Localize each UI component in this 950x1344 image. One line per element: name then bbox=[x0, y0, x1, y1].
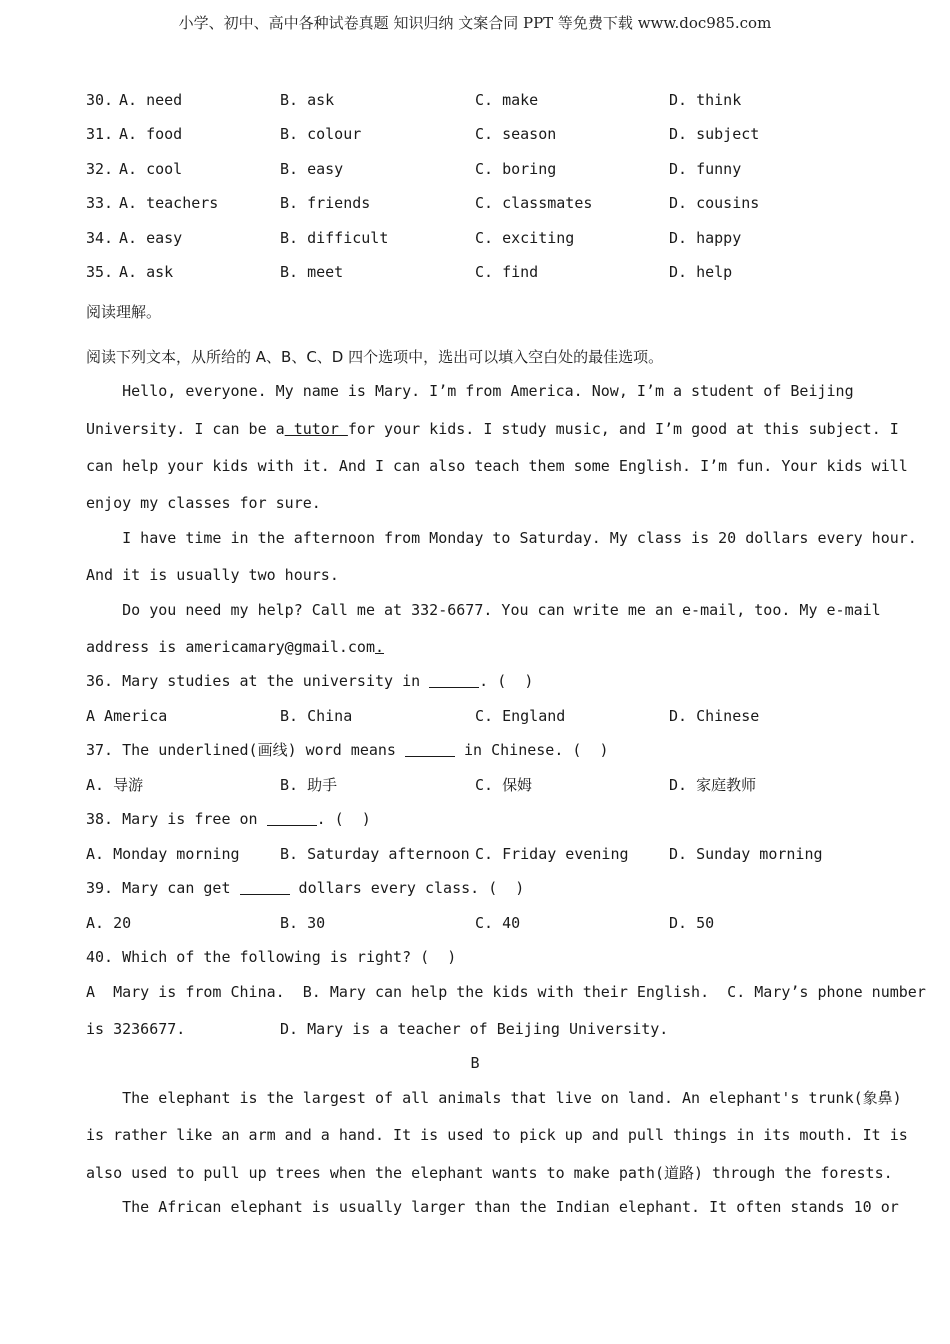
option-d: D. 50 bbox=[669, 914, 715, 932]
answer-blank bbox=[405, 742, 455, 757]
passage-text: for your kids. I study music, and I’m good at this subject. I bbox=[347, 420, 899, 438]
option-d: D. help bbox=[669, 263, 733, 281]
question-stem bbox=[86, 740, 609, 760]
option-a: A. teachers bbox=[119, 194, 219, 212]
option-b: B. friends bbox=[280, 194, 371, 212]
stem-text: in Chinese. ( ) bbox=[455, 741, 609, 759]
option-a: A. food bbox=[119, 125, 183, 143]
option-d: D. think bbox=[669, 91, 742, 109]
option-d: D. 家庭教师 bbox=[669, 776, 757, 794]
stem-text: . ( ) bbox=[316, 810, 371, 828]
passage-line bbox=[86, 637, 384, 657]
underlined-word: tutor bbox=[284, 420, 348, 438]
instruction: 阅读下列文本，从所给的 A、B、C、D 四个选项中，选出可以填入空白处的最佳选项。 bbox=[86, 348, 664, 366]
question-stem bbox=[86, 878, 524, 898]
section-title: 阅读理解。 bbox=[86, 303, 162, 321]
option-num: 33. bbox=[86, 194, 114, 212]
passage-line: And it is usually two hours. bbox=[86, 566, 339, 584]
passage-line: is rather like an arm and a hand. It is used to pick up and pull things in its mouth. It is bbox=[86, 1126, 908, 1144]
option-num: 32. bbox=[86, 160, 114, 178]
option-c: C. exciting bbox=[475, 229, 575, 247]
passage-line: also used to pull up trees when the elephant wants to make path(道路) through the forests. bbox=[86, 1164, 893, 1182]
option-c: C. 保姆 bbox=[475, 776, 533, 794]
option-c: C. boring bbox=[475, 160, 557, 178]
option-a: A. easy bbox=[119, 229, 183, 247]
answer-blank bbox=[429, 673, 479, 688]
option-a: A. 导游 bbox=[86, 776, 144, 794]
option-num: 35. bbox=[86, 263, 114, 281]
option-c: C. Friday evening bbox=[475, 845, 629, 863]
option-b: B. easy bbox=[280, 160, 344, 178]
option-a: A. 20 bbox=[86, 914, 132, 932]
stem-text: . ( ) bbox=[479, 672, 534, 690]
option-a: A. ask bbox=[119, 263, 174, 281]
option-num: 34. bbox=[86, 229, 114, 247]
answer-blank bbox=[240, 880, 290, 895]
passage-text: . bbox=[374, 638, 385, 656]
option-b: B. colour bbox=[280, 125, 362, 143]
option-c: C. find bbox=[475, 263, 539, 281]
question-stem: 40. Which of the following is right? ( ) bbox=[86, 948, 457, 966]
question-options: A Mary is from China. B. Mary can help the kids with their English. C. Mary’s phone number bbox=[86, 983, 926, 1001]
option-b: B. 30 bbox=[280, 914, 326, 932]
option-b: B. 助手 bbox=[280, 776, 338, 794]
option-d: D. cousins bbox=[669, 194, 760, 212]
page-header: 小学、初中、高中各种试卷真题 知识归纳 文案合同 PPT 等免费下载 www.doc985.com bbox=[178, 14, 772, 32]
question-stem bbox=[86, 809, 371, 829]
passage-line: enjoy my classes for sure. bbox=[86, 494, 321, 512]
passage-line bbox=[86, 419, 899, 439]
option-a: A. need bbox=[119, 91, 183, 109]
stem-text: dollars every class. ( ) bbox=[289, 879, 525, 897]
option-c: C. season bbox=[475, 125, 557, 143]
passage-line: Hello, everyone. My name is Mary. I’m from America. Now, I’m a student of Beijing bbox=[86, 382, 854, 400]
stem-text: 39. Mary can get bbox=[86, 879, 240, 897]
option-c: C. 40 bbox=[475, 914, 521, 932]
passage-line: I have time in the afternoon from Monday to Saturday. My class is 20 dollars every hour. bbox=[86, 529, 917, 547]
option-b: B. meet bbox=[280, 263, 344, 281]
email-address: address is americamary@gmail.com bbox=[86, 638, 375, 656]
option-c: C. classmates bbox=[475, 194, 593, 212]
passage-text: University. I can be a bbox=[86, 420, 285, 438]
option-b: B. Saturday afternoon bbox=[280, 845, 470, 863]
passage-b-label: B bbox=[470, 1054, 480, 1072]
passage-line: The African elephant is usually larger than the Indian elephant. It often stands 10 or bbox=[86, 1198, 899, 1216]
option-a: A. Monday morning bbox=[86, 845, 240, 863]
option-d: D. Chinese bbox=[669, 707, 760, 725]
option-b: B. ask bbox=[280, 91, 335, 109]
option-d: D. Mary is a teacher of Beijing University. bbox=[280, 1020, 669, 1038]
stem-text: 37. The underlined(画线) word means bbox=[86, 741, 405, 759]
option-d: D. funny bbox=[669, 160, 742, 178]
answer-blank bbox=[267, 811, 317, 826]
passage-line: The elephant is the largest of all animals that live on land. An elephant's trunk(象鼻) bbox=[86, 1089, 902, 1107]
passage-line: can help your kids with it. And I can also teach them some English. I’m fun. Your kids will bbox=[86, 457, 908, 475]
stem-text: 38. Mary is free on bbox=[86, 810, 267, 828]
option-a-cont: is 3236677. bbox=[86, 1020, 186, 1038]
option-b: B. China bbox=[280, 707, 353, 725]
option-d: D. subject bbox=[669, 125, 760, 143]
question-stem bbox=[86, 671, 533, 691]
passage-line: Do you need my help? Call me at 332-6677. You can write me an e-mail, too. My e-mail bbox=[86, 601, 881, 619]
option-d: D. Sunday morning bbox=[669, 845, 823, 863]
option-d: D. happy bbox=[669, 229, 742, 247]
option-c: C. make bbox=[475, 91, 539, 109]
option-b: B. difficult bbox=[280, 229, 389, 247]
option-a: A. cool bbox=[119, 160, 183, 178]
option-num: 31. bbox=[86, 125, 114, 143]
option-c: C. England bbox=[475, 707, 566, 725]
option-a: A America bbox=[86, 707, 168, 725]
option-num: 30. bbox=[86, 91, 114, 109]
stem-text: 36. Mary studies at the university in bbox=[86, 672, 430, 690]
